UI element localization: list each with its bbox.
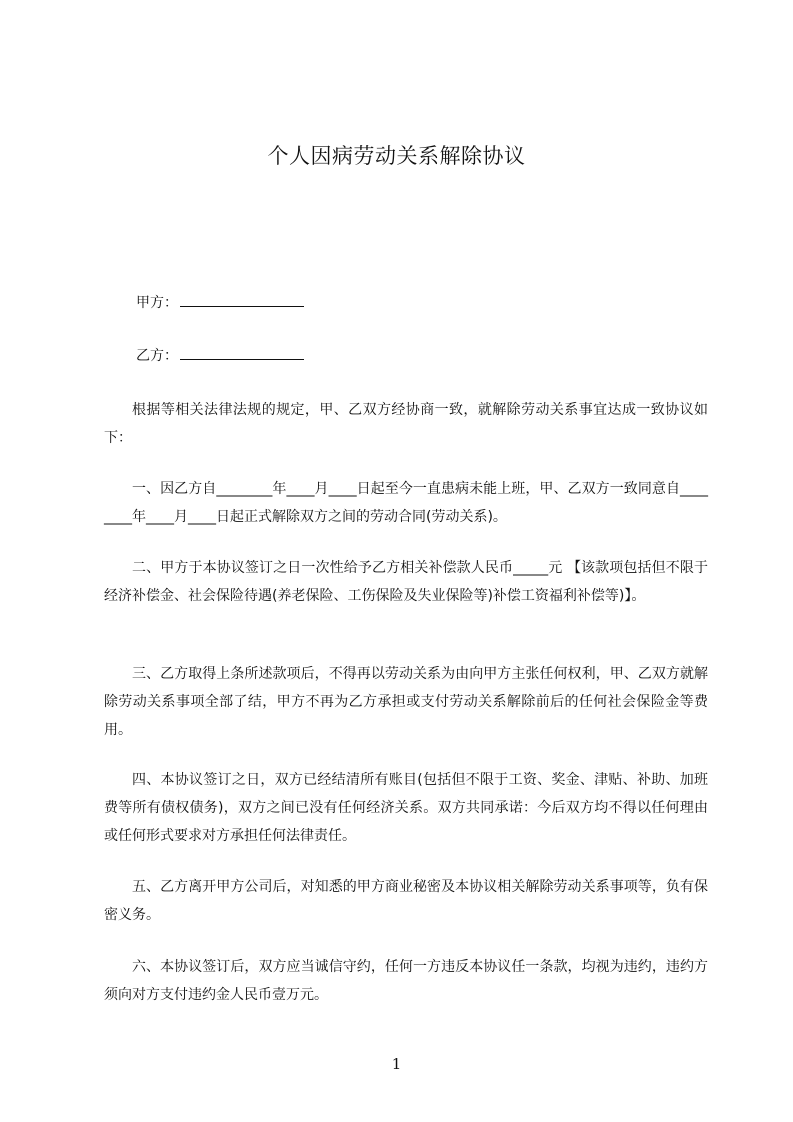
clause-4-paragraph: 四、本协议签订之日，双方已经结清所有账目(包括但不限于工资、奖金、津贴、补助、加班费等所有债权债务)，双方之间已没有任何经济关系。双方共同承诺：今后双方均不得以任何理由或任何形式要求对方承担任何法律责任。 [104,772,708,844]
clause-1-paragraph: 一、因乙方自________年____月____日起至今一直患病未能上班，甲、乙双方一致同意自________年____月____日起正式解除双方之间的劳动合同(劳动关系)。 [104,481,708,525]
preamble-paragraph: 根据等相关法律法规的规定，甲、乙双方经协商一致，就解除劳动关系事宜达成一致协议如下： [104,402,708,446]
document-title: 个人因病劳动关系解除协议 [267,144,526,168]
party-a-blank [180,292,304,307]
party-a-line [136,292,304,313]
party-a-label: 甲方： [136,295,178,311]
party-b-blank [180,345,304,360]
clause-3-paragraph: 三、乙方取得上条所述款项后，不得再以劳动关系为由向甲方主张任何权利，甲、乙双方就解除劳动关系事项全部了结，甲方不再为乙方承担或支付劳动关系解除前后的任何社会保险金等费用。 [104,666,708,738]
party-b-label: 乙方： [136,348,178,364]
clause-2-paragraph: 二、甲方于本协议签订之日一次性给予乙方相关补偿款人民币_____元 【该款项包括但不限于经济补偿金、社会保险待遇(养老保险、工伤保险及失业保险等)补偿工资福利补偿等)】。 [104,560,708,604]
page-number: 1 [391,1055,402,1073]
clause-6-paragraph: 六、本协议签订后，双方应当诚信守约，任何一方违反本协议任一条款，均视为违约，违约方须向对方支付违约金人民币壹万元。 [104,959,708,1003]
party-b-line [136,345,304,366]
clause-5-paragraph: 五、乙方离开甲方公司后，对知悉的甲方商业秘密及本协议相关解除劳动关系事项等，负有保密义务。 [104,879,708,923]
